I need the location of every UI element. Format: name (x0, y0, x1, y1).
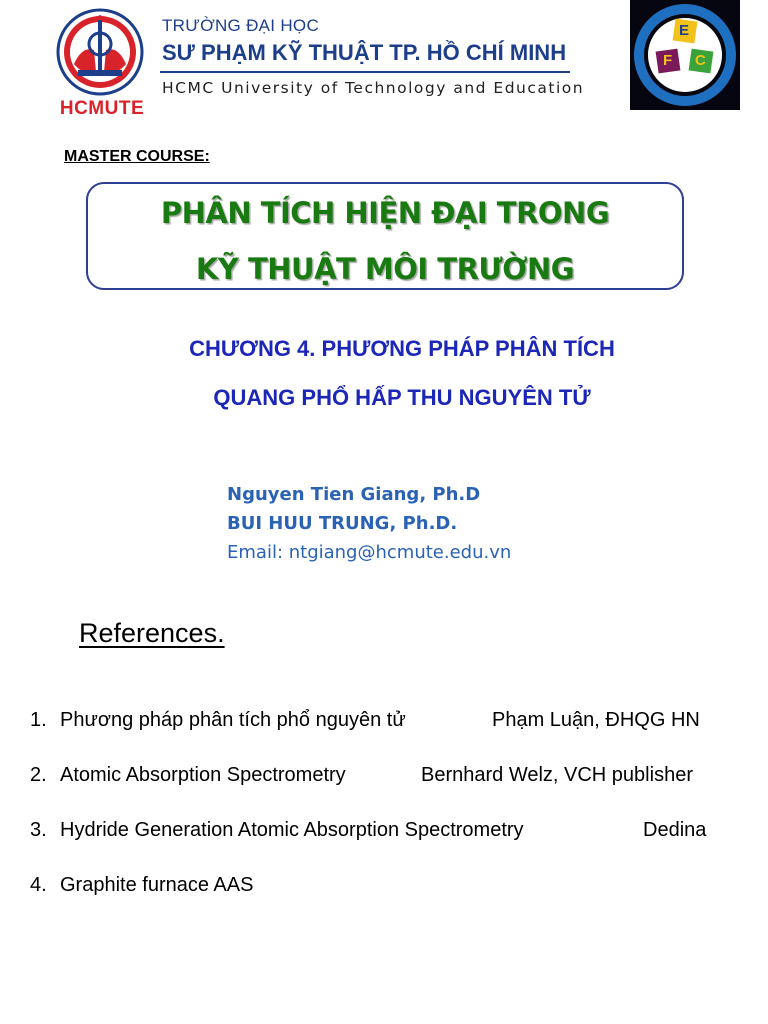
references-heading: References. (79, 618, 225, 648)
hcmute-logo (52, 6, 148, 124)
course-label: MASTER COURSE: (64, 148, 210, 165)
school-name-line-2: SƯ PHẠM KỸ THUẬT TP. HỒ CHÍ MINH (162, 40, 567, 65)
reference-title: Hydride Generation Atomic Absorption Spectrometry (60, 819, 524, 841)
author-name-1: Nguyen Tien Giang, Ph.D (227, 484, 481, 505)
reference-number: 4. (30, 874, 47, 896)
faculty-letter-e: E (679, 22, 690, 39)
course-title-line-2: KỸ THUẬT MÔI TRƯỜNG (195, 252, 575, 286)
reference-title: Graphite furnace AAS (60, 874, 254, 896)
school-name-english: HCMC University of Technology and Education (162, 79, 585, 97)
header-divider (160, 71, 570, 73)
reference-title: Atomic Absorption Spectrometry (60, 764, 346, 786)
course-title-box (86, 182, 684, 290)
reference-number: 1. (30, 709, 47, 731)
reference-source: Bernhard Welz, VCH publisher (421, 764, 693, 786)
course-title-line-1: PHÂN TÍCH HIỆN ĐẠI TRONG (160, 196, 610, 230)
author-name-2: BUI HUU TRUNG, Ph.D. (227, 513, 458, 534)
reference-source: Dedina (643, 819, 707, 841)
faculty-letter-f: F (663, 52, 673, 69)
reference-source: Phạm Luận, ĐHQG HN (492, 709, 700, 731)
reference-number: 3. (30, 819, 47, 841)
reference-title: Phương pháp phân tích phổ nguyên tử (60, 709, 406, 731)
chapter-title-line-2: QUANG PHỔ HẤP THU NGUYÊN TỬ (213, 385, 591, 410)
chapter-title-line-1: CHƯƠNG 4. PHƯƠNG PHÁP PHÂN TÍCH (189, 336, 615, 361)
author-email: Email: ntgiang@hcmute.edu.vn (227, 542, 512, 563)
logo-text: HCMUTE (59, 98, 145, 119)
faculty-logo (630, 0, 740, 110)
school-name-line-1: TRƯỜNG ĐẠI HỌC (162, 16, 320, 35)
faculty-emblem-icon (630, 0, 740, 110)
faculty-letter-c: C (695, 52, 706, 69)
reference-number: 2. (30, 764, 47, 786)
